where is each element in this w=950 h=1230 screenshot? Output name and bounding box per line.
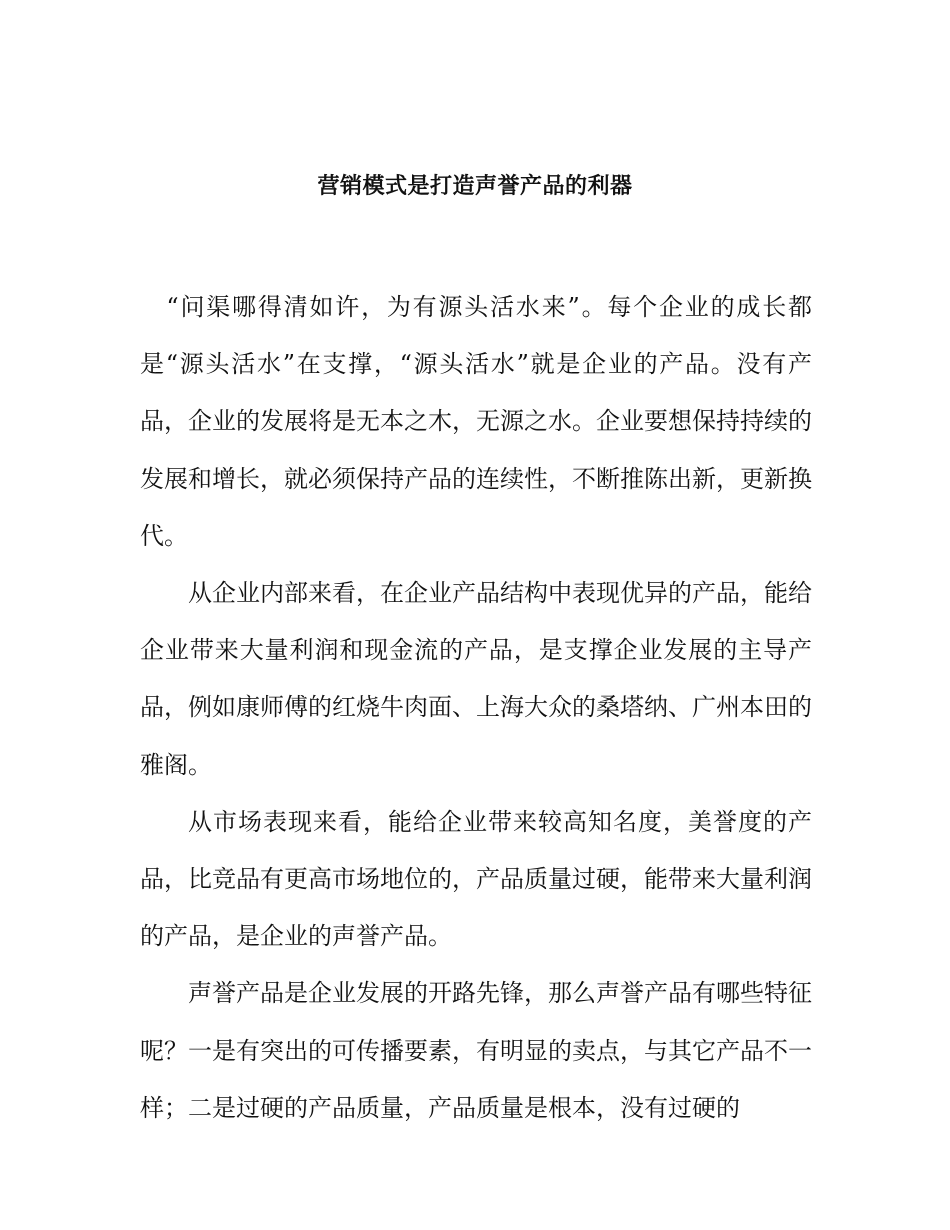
paragraph-2: 从企业内部来看，在企业产品结构中表现优异的产品，能给企业带来大量利润和现金流的产品，是支撑企业发展的主导产品，例如康师傅的红烧牛肉面、上海大众的桑塔纳、广州本田的雅阁。 <box>140 579 812 779</box>
document-body <box>140 279 812 1137</box>
paragraph-3: 从市场表现来看，能给企业带来较高知名度，美誉度的产品，比竞品有更高市场地位的，产品质量过硬，能带来大量利润的产品，是企业的声誉产品。 <box>140 807 812 951</box>
paragraph-1: “问渠哪得清如许，为有源头活水来”。每个企业的成长都是“源头活水”在支撑，“源头活水”就是企业的产品。没有产品，企业的发展将是无本之木，无源之水。企业要想保持持续的发展和增长，就必须保持产品的连续性，不断推陈出新，更新换代。 <box>140 293 812 550</box>
document-title: 营销模式是打造声誉产品的利器 <box>317 173 633 199</box>
paragraph-4: 声誉产品是企业发展的开路先锋，那么声誉产品有哪些特征呢？一是有突出的可传播要素，有明显的卖点，与其它产品不一样；二是过硬的产品质量，产品质量是根本，没有过硬的 <box>140 979 812 1122</box>
